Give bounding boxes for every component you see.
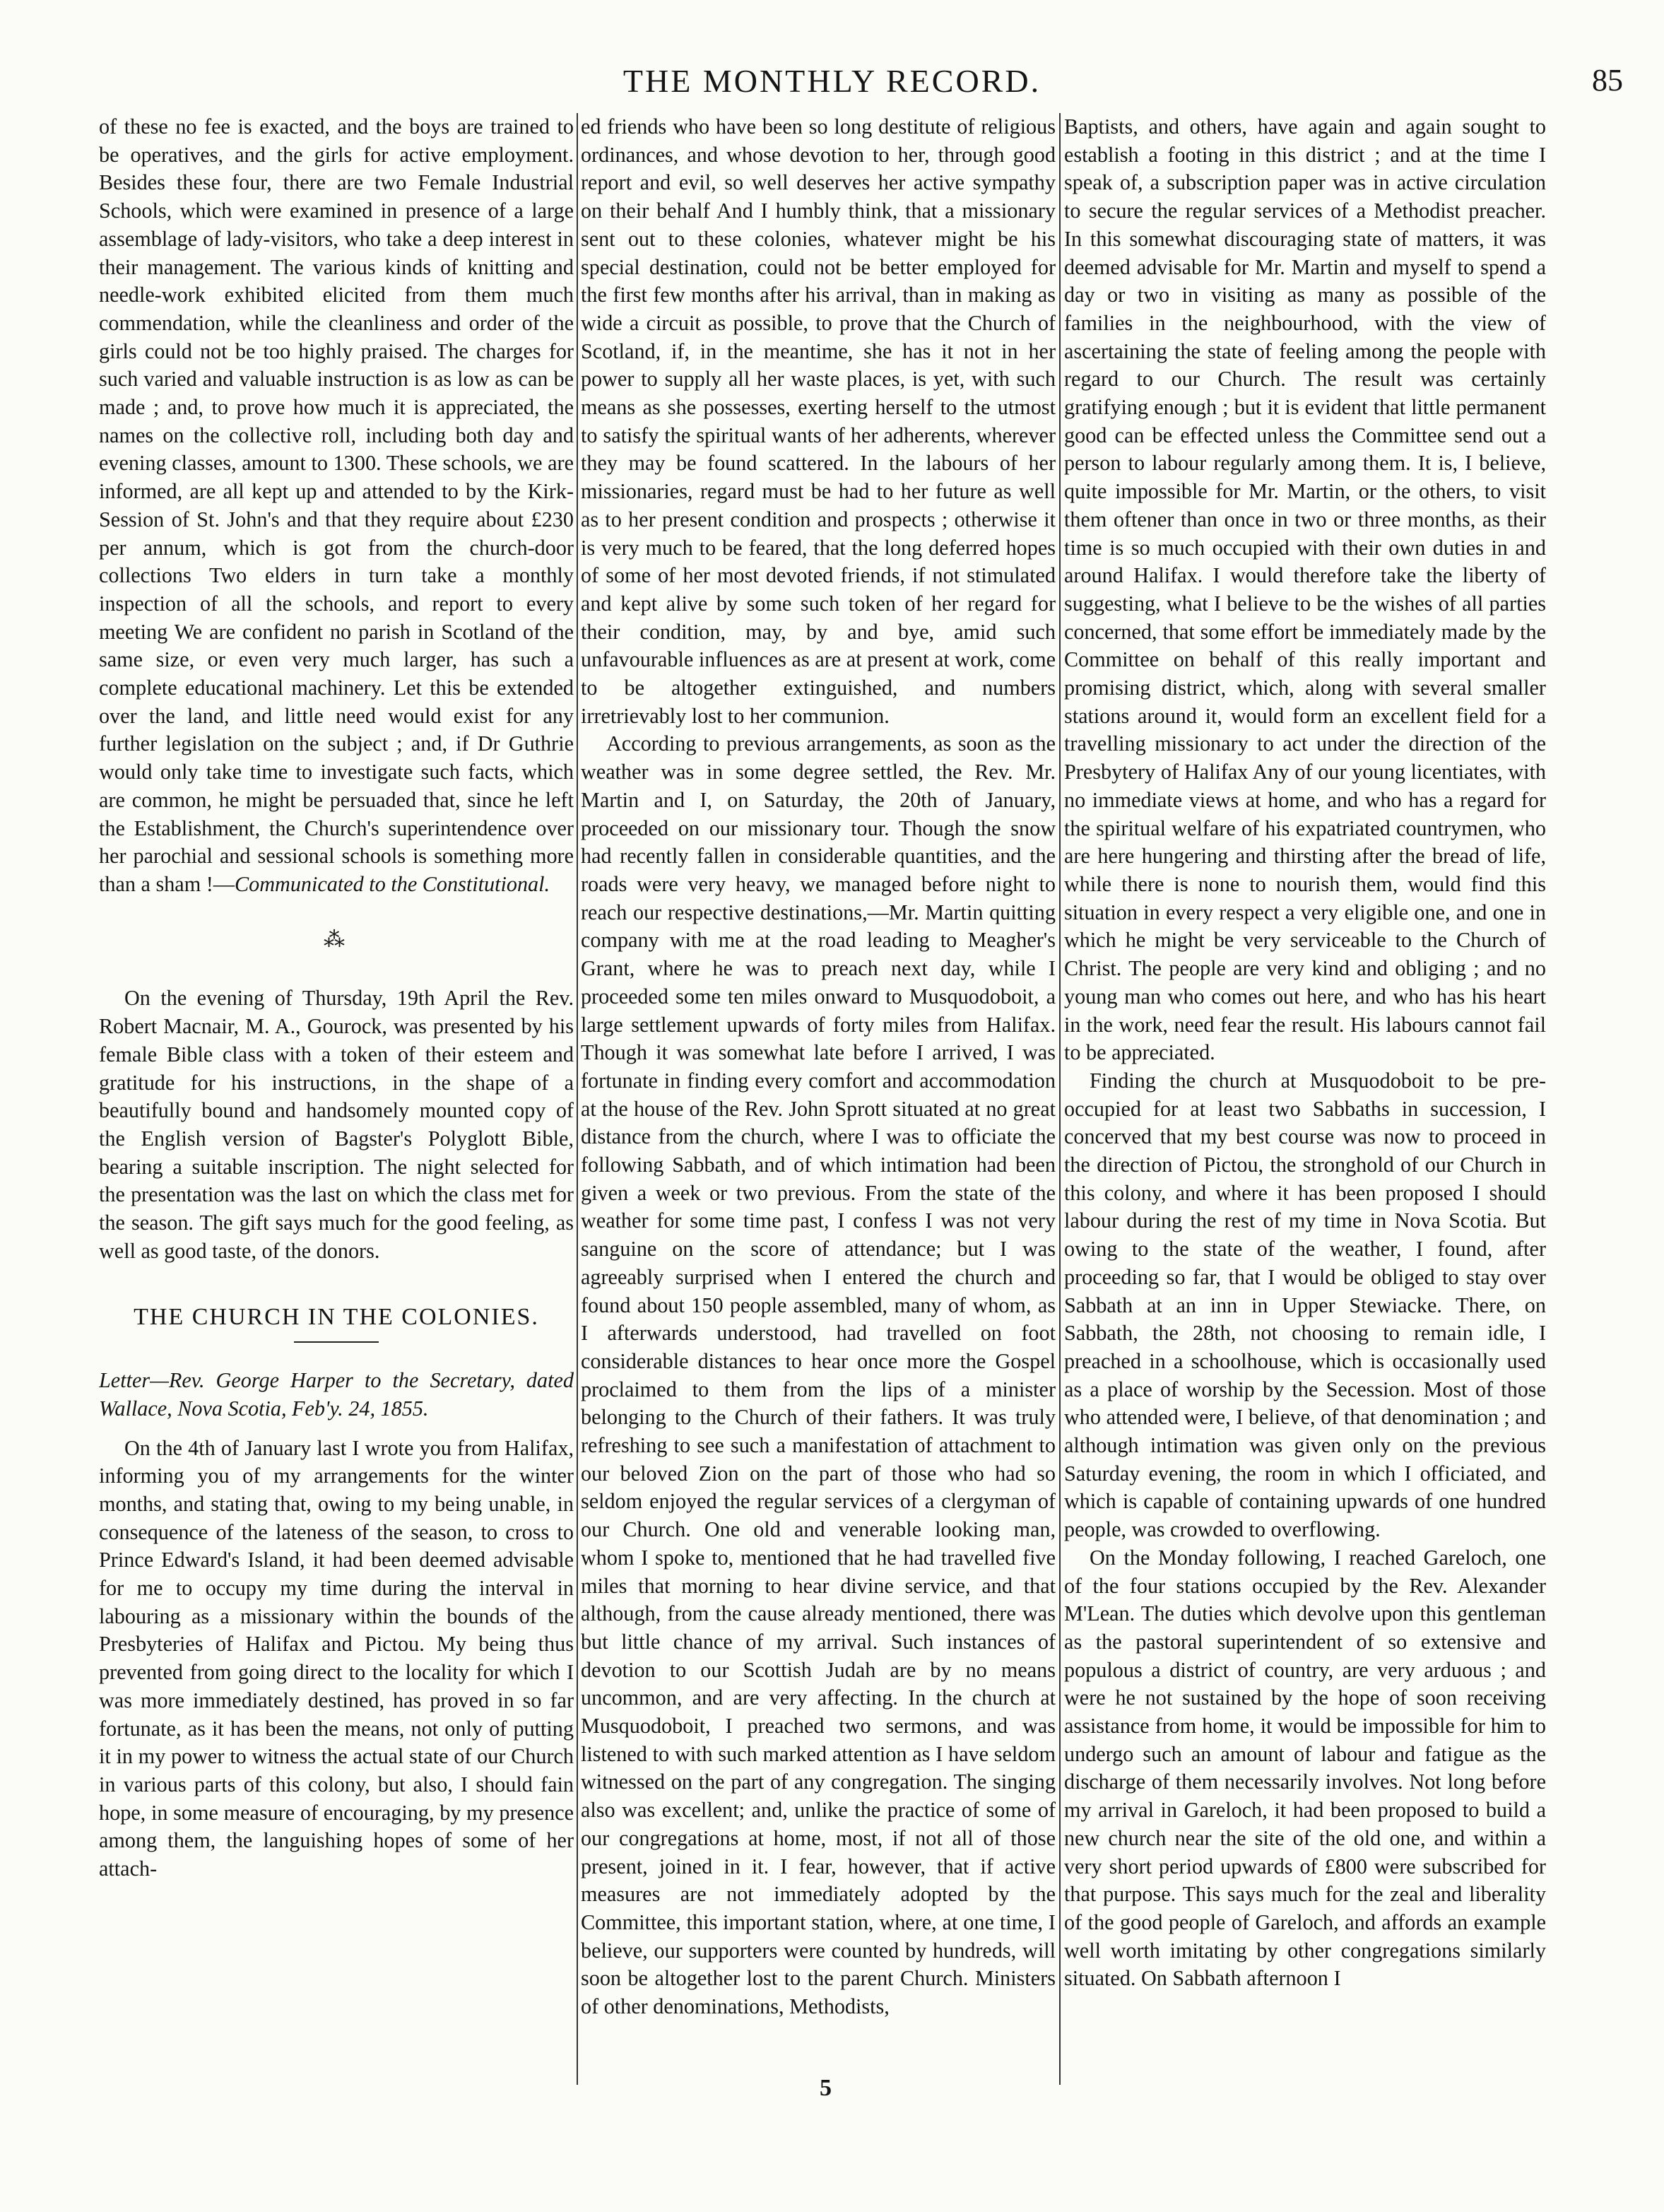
paragraph <box>99 113 574 899</box>
paragraph-text: of these no fee is exacted, and the boys are trained to be operatives, and the girls for active employment. Besides these four, there are two Female Industrial Schools, which were examined in presence of a large assemblage of lady-visitors, who take a deep interest in their management. The various kinds of knitting and needle-work exhibited elicited from them much commendation, while the cleanliness and order of the girls could not be too highly praised. The charges for such varied and valuable instruction is as low as can be made ; and, to prove how much it is appreciated, the names on the collective roll, including both day and evening classes, amount to 1300. These schools, we are informed, are all kept up and attended to by the Kirk-Session of St. John's and that they require about £230 per annum, which is got from the church-door collections Two elders in turn take a monthly inspection of all the schools, and report to every meeting We are confident no parish in Scotland of the same size, or even very much larger, has such a complete educational machinery. Let this be extended over the land, and little need would exist for any further legislation on the subject ; and, if Dr Guthrie would only take time to investigate such facts, which are common, he might be persuaded that, since he left the Establishment, the Church's superintendence over her parochial and sessional schools is something more than a sham !— <box>99 114 574 896</box>
attribution: Communicated to the Constitutional. <box>234 871 550 896</box>
column-2 <box>581 113 1056 2085</box>
paragraph: On the evening of Thursday, 19th April the Rev. Robert Macnair, M. A., Gourock, was presented by his female Bible class with a token of their esteem and gratitude for his instructions, in the shape of a beautifully bound and handsomely mounted copy of the English version of Bagster's Polyglott Bible, bearing a suitable inscription. The night selected for the presentation was the last on which the class met for the season. The gift says much for the good feeling, as well as good taste, of the donors. <box>99 986 574 1263</box>
paragraph: On the Monday following, I reached Gareloch, one of the four stations occupied by the Rev. Alexander M'Lean. The duties which devolve upon this gentleman as the pastoral superintendent of so extensive and populous a district of country, are very arduous ; and were he not sustained by the hope of soon receiving assistance from home, it would be impossible for him to undergo such an amount of labour and fatigue as the discharge of them necessarily involves. Not long before my arrival in Gareloch, it had been proposed to build a new church near the site of the old one, and within a very short period upwards of £800 were subscribed for that purpose. This says much for the zeal and liberality of the good people of Gareloch, and affords an example well worth imitating by other congregations similarly situated. On Sabbath afternoon I <box>1064 1545 1546 1991</box>
paragraph: Baptists, and others, have again and again sought to establish a footing in this district ; and at the time I speak of, a subscription paper was in active circulation to secure the regular services of a Methodist preacher. In this somewhat discouraging state of matters, it was deemed advisable for Mr. Martin and myself to spend a day or two in visiting as many as possible of the families in the neighbourhood, with the view of ascertaining the state of feeling among the people with regard to our Church. The result was certainly gratifying enough ; but it is evident that little permanent good can be effected unless the Committee send out a person to labour regularly among them. It is, I believe, quite impossible for Mr. Martin, or the others, to visit them oftener than once in two or three months, as their time is so much occupied with their own duties in and around Halifax. I would therefore take the liberty of suggesting, what I believe to be the wishes of all parties concerned, that some effort be immediately made by the Committee on behalf of this really important and promising district, which, along with several smaller stations around it, would form an excellent field for a travelling missionary to act under the direction of the Presbytery of Halifax Any of our young licentiates, with no immediate views at home, and who has a regard for the spiritual welfare of his expatriated countrymen, who are here hungering and thirsting after the bread of life, while there is none to nourish them, would find this situation in every respect a very eligible one, and one in which he might be very serviceable to the Church of Christ. The people are very kind and obliging ; and no young man who comes out here, and who has his heart in the work, need fear the result. His labours cannot fail to be appreciated. <box>1064 114 1546 1065</box>
column-1 <box>99 113 574 2085</box>
signature-mark: 5 <box>820 2075 832 2101</box>
paragraph: ed friends who have been so long destitute of religious ordinances, and whose devotion to her, through good report and evil, so well deserves her active sympathy on their behalf And I humbly think, that a missionary sent out to these colonies, whatever might be his special destination, could not be better employed for the first few months after his arrival, than in making as wide a circuit as possible, to prove that the Church of Scotland, if, in the meantime, she has it not in her power to supply all her waste places, is yet, with such means as she possesses, exerting herself to the utmost to satisfy the spiritual wants of her adherents, wherever they may be found scattered. In the labours of her missionaries, regard must be had to her future as well as to her present condition and prospects ; otherwise it is very much to be feared, that the long deferred hopes of some of her most devoted friends, if not stimulated and kept alive by some such token of her regard for their condition, may, by and bye, amid such unfavourable influences as are at present at work, come to be altogether extinguished, and numbers irretrievably lost to her communion. <box>581 114 1056 728</box>
paragraph: According to previous arrangements, as soon as the weather was in some degree settled, the Rev. Mr. Martin and I, on Saturday, the 20th of January, proceeded on our missionary tour. Though the snow had recently fallen in considerable quantities, and the roads were very heavy, we managed before night to reach our respective destinations,—Mr. Martin quitting company with me at the road leading to Meagher's Grant, where he was to preach next day, while I proceeded some ten miles onward to Musquodoboit, a large settlement upwards of forty miles from Halifax. Though it was somewhat late before I arrived, I was fortunate in finding every comfort and accommodation at the house of the Rev. John Sprott situated at no great distance from the church, where I was to officiate the following Sabbath, and of which intimation had been given a week or two previous. From the state of the weather for some time past, I confess I was not very sanguine on the score of attendance; but I was agreeably surprised when I entered the church and found about 150 people assembled, many of whom, as I afterwards understood, had travelled on foot considerable distances to hear once more the Gospel proclaimed to them from the lips of a minister belonging to the Church of their fathers. It was truly refreshing to see such a manifestation of attachment to our beloved Zion on the part of those who had so seldom enjoyed the regular services of a clergyman of our Church. One old and venerable looking man, whom I spoke to, mentioned that he had travelled five miles that morning to hear divine service, and that although, from the cause already mentioned, there was but little chance of my arrival. Such instances of devotion to our Scottish Judah are by no means uncommon, and are very affecting. In the church at Musquodoboit, I preached two sermons, and was listened to with such marked attention as I have seldom witnessed on the part of any congregation. The singing also was excellent; and, unlike the practice of some of our congregations at home, most, if not all of those present, joined in it. I fear, however, that if active measures are not immediately adopted by the Committee, this important station, where, at one time, I believe, our supporters were counted by hundreds, will soon be altogether lost to the parent Church. Ministers of other denominations, Methodists, <box>581 731 1056 2019</box>
page-number: 85 <box>1592 63 1623 98</box>
ornament-divider: ⁂ <box>324 927 349 951</box>
column-divider <box>1059 113 1061 2085</box>
paragraph: Finding the church at Musquodoboit to be pre-occupied for at least two Sabbaths in succession, I concerved that my best course was now to proceed in the direction of Pictou, the stronghold of our Church in this colony, and where it has been proposed I should labour during the rest of my time in Nova Scotia. But owing to the state of the weather, I found, after proceeding so far, that I would be obliged to stay over Sabbath at an inn in Upper Stewiacke. There, on Sabbath, the 28th, not choosing to remain idle, I preached in a schoolhouse, which is occasionally used as a place of worship by the Secession. Most of those who attended were, I believe, of that denomination ; and although intimation was given only on the previous Saturday evening, the room in which I officiated, and which is capable of containing upwards of one hundred people, was crowded to overflowing. <box>1064 1068 1546 1542</box>
section-heading: THE CHURCH IN THE COLONIES. <box>134 1304 539 1331</box>
running-head <box>0 62 1664 105</box>
paragraph: On the 4th of January last I wrote you from Halifax, informing you of my arrangements for the winter months, and stating that, owing to my being unable, in consequence of the lateness of the season, to cross to Prince Edward's Island, it had been deemed advisable for me to occupy my time during the interval in labouring as a missionary within the bounds of the Presbyteries of Halifax and Pictou. My being thus prevented from going direct to the locality for which I was more immediately destined, has proved in so far fortunate, as it has been the means, not only of putting it in my power to witness the actual state of our Church in various parts of this colony, but also, I should fain hope, in some measure of encouraging, by my presence among them, the languishing hopes of some of her attach- <box>99 1435 574 1881</box>
running-title: THE MONTHLY RECORD. <box>622 63 1042 99</box>
heading-rule <box>294 1341 379 1343</box>
column-divider <box>577 113 578 2085</box>
letter-heading: Letter—Rev. George Harper to the Secretary, dated Wallace, Nova Scotia, Feb'y. 24, 1855. <box>99 1368 574 1420</box>
column-3 <box>1064 113 1546 2085</box>
